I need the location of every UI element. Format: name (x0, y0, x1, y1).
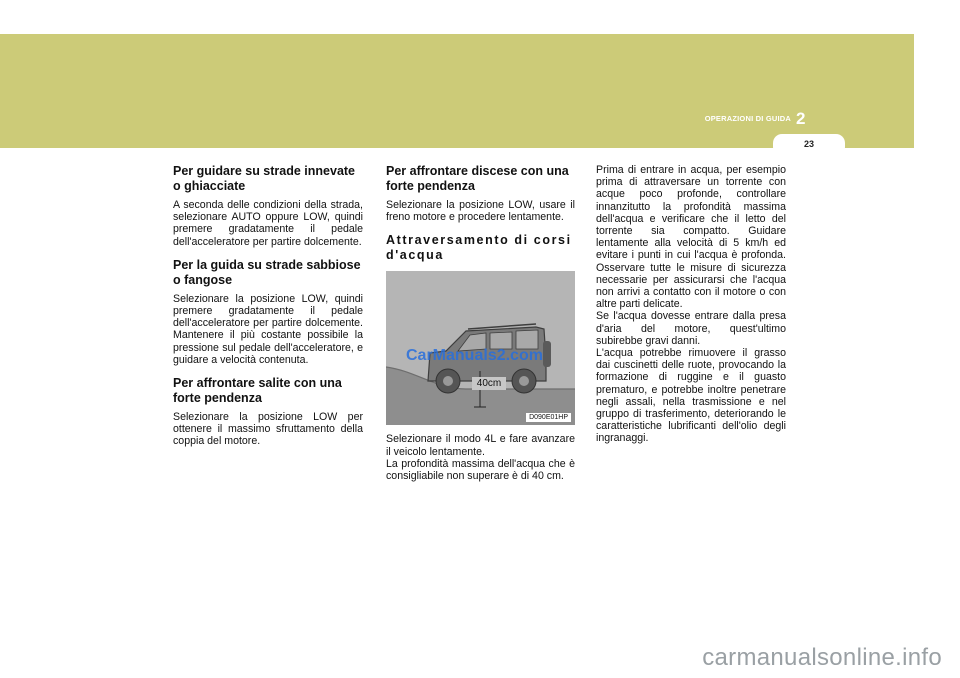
spare-wheel (543, 341, 551, 367)
paragraph-before-entering-water: Prima di entrare in acqua, per esempio prima di attraversare un torrente con acque poco profonde, controllare innanzitutto la profondità massima dell'acqua e verificare che il letto del torrente sia compatto. Guidare lentamente alla velocità di 5 km/h ed evitare i punti in cui l'acqua è profonda. Osservare tutte le misure di sicurezza necessarie per assicurarsi che l'acqua non arrivi a contatto con il motore o con altre parti delicate. (596, 164, 786, 311)
paragraph-snow-ice: A seconda delle condizioni della strada, selezionare AUTO oppure LOW, quindi premere gradatamente il pedale dell'acceleratore per partire dolcemente. (173, 199, 363, 248)
paragraph-air-intake-warning: Se l'acqua dovesse entrare dalla presa d'aria del motore, quest'ultimo subirebbe gravi danni. (596, 310, 786, 347)
water-crossing-illustration (386, 271, 575, 425)
paragraph-steep-descent: Selezionare la posizione LOW, usare il freno motore e procedere lentamente. (386, 199, 575, 224)
paragraph-sand-mud: Selezionare la posizione LOW, quindi premere gradatamente il pedale dell'acceleratore per partire dolcemente. Mantenere il più costante possibile la pressione sul pedale dell'acceleratore, e guidare a velocità contenuta. (173, 292, 363, 366)
column-left (173, 164, 363, 458)
page-number: 23 (803, 139, 814, 149)
paragraph-max-depth: La profondità massima dell'acqua che è consigliabile non superare è di 40 cm. (386, 457, 575, 483)
paragraph-steep-climb: Selezionare la posizione LOW per ottenere il massimo sfruttamento della coppia del motore. (173, 411, 363, 448)
section-label: OPERAZIONI DI GUIDA (704, 114, 791, 123)
heading-steep-climb: Per affrontare salite con una forte pendenza (173, 376, 342, 406)
paragraph-4l-mode: Selezionare il modo 4L e fare avanzare il veicolo lentamente. (386, 433, 575, 458)
heading-sand-mud: Per la guida su strade sabbiose o fangose (173, 257, 361, 287)
heading-steep-descent: Per affrontare discese con una forte pendenza (386, 164, 569, 193)
figure-watermark: CarManuals2.com (406, 347, 543, 365)
front-wheel-hub (443, 376, 453, 386)
figure-code: D090E01HP (526, 413, 571, 422)
heading-water-crossing: Attraversamento di corsi d'acqua (386, 233, 572, 263)
site-watermark: carmanualsonline.info (702, 644, 942, 671)
paragraph-grease-warning: L'acqua potrebbe rimuovere il grasso dai cuscinetti delle ruote, provocando la formazione di ruggine e il guasto prematuro, e potrebbe inoltre penetrare negli assali, nella trasmissione e nel gruppo di trasferimento, deteriorando le caratteristiche lubrificanti dell'olio degli ingranaggi. (596, 347, 786, 445)
header-band (0, 34, 914, 148)
rear-wheel-hub (519, 376, 529, 386)
section-number: 2 (796, 109, 806, 128)
depth-label: 40cm (472, 377, 506, 390)
column-right (596, 164, 786, 445)
column-middle (386, 164, 575, 492)
heading-snow-ice: Per guidare su strade innevate o ghiacciate (173, 164, 356, 193)
